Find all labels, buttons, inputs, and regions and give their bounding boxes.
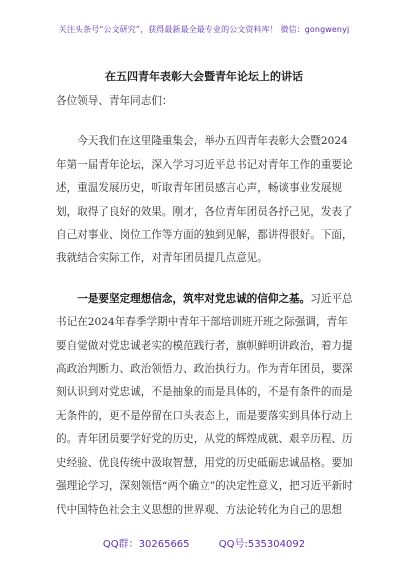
paragraph-2 [56,288,356,522]
footer-qq-number: QQ号:535304092 [218,539,306,550]
paragraph-2-heading: 一是要坚定理想信念，筑牢对党忠诚的信仰之基。 [77,292,311,305]
salutation: 各位领导、青年同志们： [56,95,173,107]
header-notice: 关注头条号“公文研究”，获得最新最全最专业的公文资料库！ 微信：gongwenyj [58,25,350,34]
paragraph-1: 今天我们在这里隆重集会，举办五四青年表彰大会暨2024年第一届青年论坛，深入学习习近平总书记对青年工作的重要论述，重温发展历史，听取青年团员感言心声，畅谈事业发展规划，取得了良好的效果。刚才，各位青年团员各抒己见，发表了自己对事业、岗位工作等方面的独到见解，都讲得很好。下面，我就结合实际工作，对青年团员提几点意见。 [56,135,353,265]
document-title: 在五四青年表彰大会暨青年论坛上的讲话 [105,70,303,83]
document-body [56,90,356,522]
paragraph-2-text: 习近平总书记在2024年春季学期中青年干部培训班开班之际强调，青年要自觉做对党忠诚老实的模范践行者，旗帜鲜明讲政治，着力提高政治判断力、政治领悟力、政治执行力。作为青年团员，要深刻认识到对党忠诚，不是抽象的而是具体的，不是有条件的而是无条件的，更不是停留在口头表态上，而是要落实到具体行动上的。青年团员要学好党的历史，从党的辉煌成就、艰辛历程、历史经验、优良传统中汲取智慧，用党的历史砥砺忠诚品格。要加强理论学习，深刻领悟“两个确立”的决定性意义，把习近平新时代中国特色社会主义思想的世界观、方法论转化为自己的思想 [56,292,353,516]
footer-contact [0,535,408,550]
footer-qq-group: QQ群：30265665 [102,539,190,550]
